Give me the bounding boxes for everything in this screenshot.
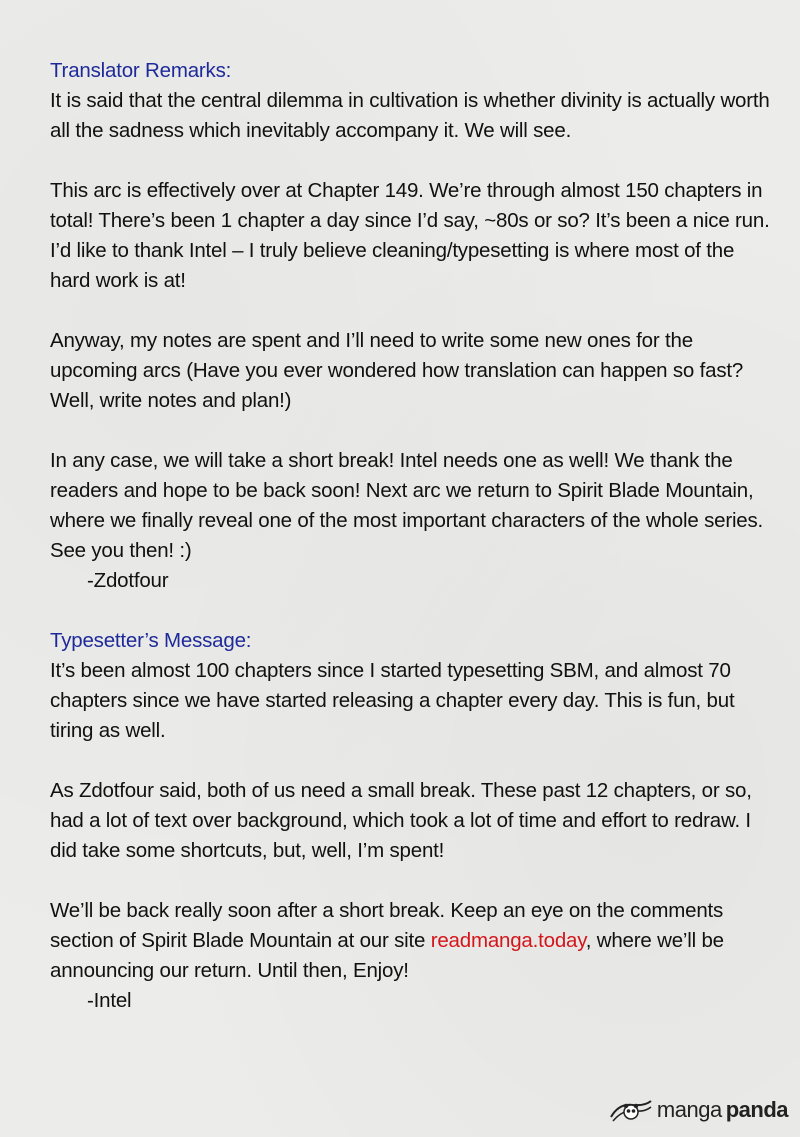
translator-paragraph-1: It is said that the central dilemma in cultivation is whether divinity is actually worth all the sadness which inevitably accompany it. We will see. bbox=[50, 89, 770, 142]
translator-paragraph-4: In any case, we will take a short break! Intel needs one as well! We thank the readers and hope to be back soon! Next arc we return to Spirit Blade Mountain, where we finally reveal one of the most important characters of the whole series. See you then! :) bbox=[50, 449, 764, 562]
logo-text-manga: manga bbox=[656, 1097, 722, 1122]
typesetter-paragraph-2: As Zdotfour said, both of us need a small break. These past 12 chapters, or so, had a lot of text over background, which took a lot of time and effort to redraw. I did take some shortcuts, but, well, I’m spent! bbox=[50, 779, 752, 862]
typesetter-paragraph-3 bbox=[50, 896, 770, 986]
typesetter-paragraph-1: It’s been almost 100 chapters since I started typesetting SBM, and almost 70 chapters since we have started releasing a chapter every day. This is fun, but tiring as well. bbox=[50, 659, 735, 742]
mangapanda-logo bbox=[609, 1097, 788, 1123]
paragraph-text-after-link: , where we’ll be announcing our return. Until then, Enjoy! bbox=[50, 929, 724, 982]
typesetter-signature: -Intel bbox=[87, 989, 132, 1012]
paragraph-text-before-link: We’ll be back really soon after a short break. Keep an eye on the comments section of Spirit Blade Mountain at our site bbox=[50, 899, 724, 952]
notes-content bbox=[50, 56, 770, 1016]
typesetter-heading: Typesetter’s Message: bbox=[50, 629, 252, 652]
panda-logo-icon bbox=[609, 1097, 653, 1123]
translator-paragraph-3: Anyway, my notes are spent and I’ll need to write some new ones for the upcoming arcs (Have you ever wondered how translation can happen so fast? Well, write notes and plan!) bbox=[50, 329, 744, 412]
translator-remarks bbox=[50, 56, 770, 596]
translator-paragraph-2: This arc is effectively over at Chapter 149. We’re through almost 150 chapters in total! There’s been 1 chapter a day since I’d say, ~80s or so? It’s been a nice run. I’d like to thank Intel – I truly believe cleaning/typesetting is where most of the hard work is at! bbox=[50, 179, 770, 292]
logo-text-panda: panda bbox=[725, 1097, 788, 1122]
typesetter-message bbox=[50, 626, 770, 1016]
translator-heading: Translator Remarks: bbox=[50, 59, 232, 82]
readmanga-link[interactable]: readmanga.today bbox=[430, 929, 586, 952]
translator-signature: -Zdotfour bbox=[87, 569, 169, 592]
section-spacer bbox=[50, 596, 770, 626]
